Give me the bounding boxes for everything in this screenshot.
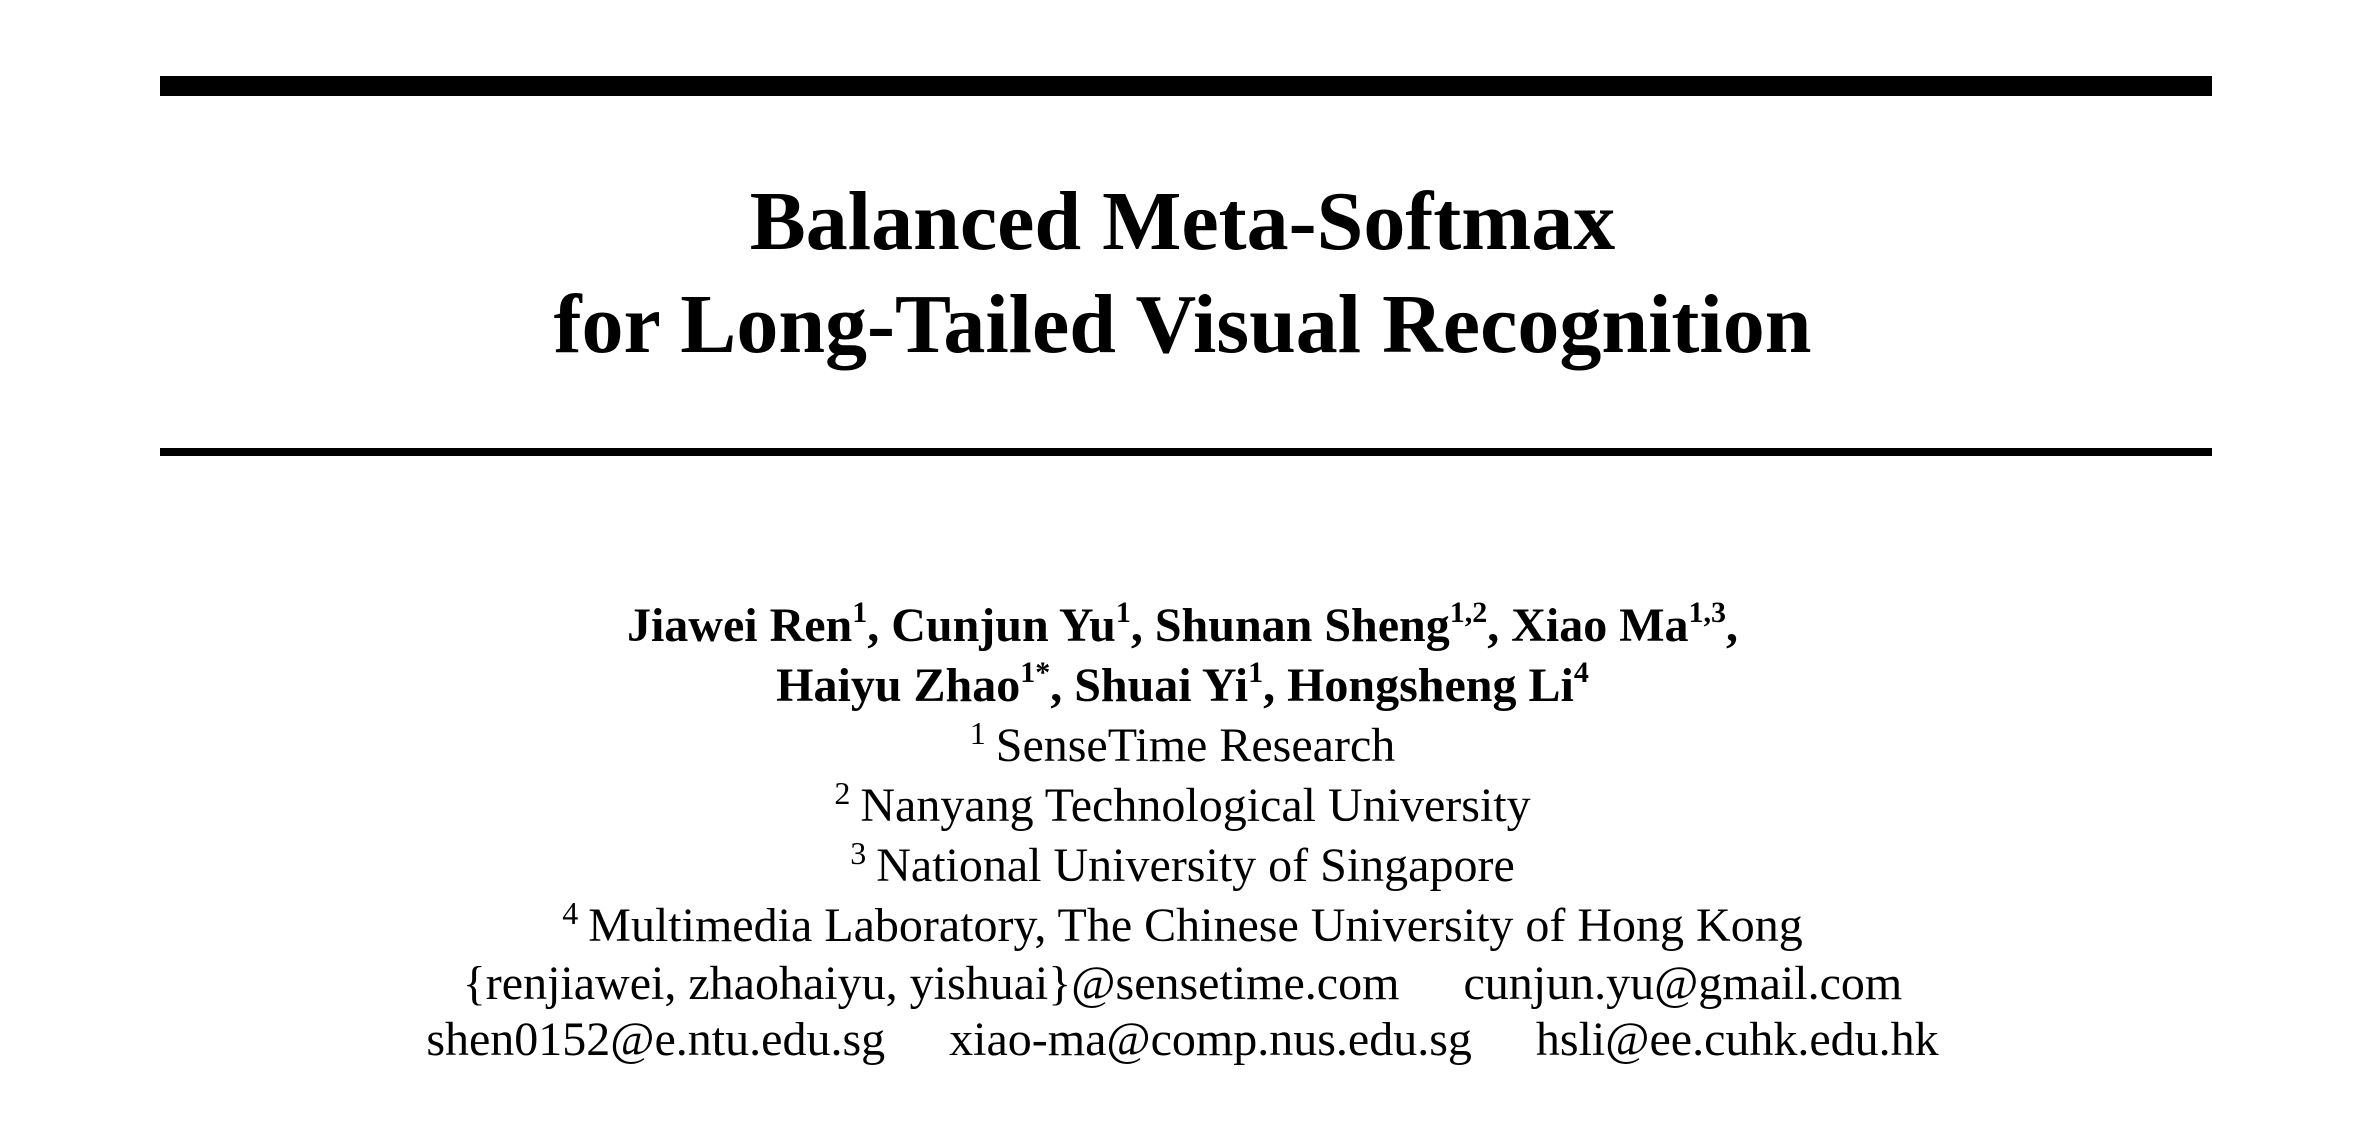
affiliation-2 bbox=[0, 776, 2365, 836]
email-address: hsli@ee.cuhk.edu.hk bbox=[1535, 1013, 1939, 1066]
author-name: Haiyu Zhao bbox=[776, 659, 1021, 712]
author-affiliation-mark: 1* bbox=[1020, 656, 1051, 689]
affiliation-mark: 4 bbox=[562, 895, 579, 931]
affiliation-name: Nanyang Technological University bbox=[860, 779, 1531, 832]
affiliation-name: National University of Singapore bbox=[876, 839, 1515, 892]
affiliation-name: SenseTime Research bbox=[995, 719, 1396, 772]
author-affiliation-mark: 1,2 bbox=[1449, 596, 1488, 629]
email-address: cunjun.yu@gmail.com bbox=[1463, 957, 1903, 1010]
title-top-rule bbox=[160, 76, 2212, 96]
email-line-1 bbox=[0, 954, 2365, 1014]
affiliation-3 bbox=[0, 836, 2365, 896]
author-affiliation-mark: 1 bbox=[852, 596, 868, 629]
affiliation-1 bbox=[0, 716, 2365, 776]
author-name: Jiawei Ren bbox=[626, 599, 853, 652]
author-line-1: Jiawei Ren$^1$, Cunjun Yu$^1$, Shunan Sheng$^{1,2}$, Xiao Ma$^{1,3}$, bbox=[626, 596, 1739, 652]
email-address: xiao-ma@comp.nus.edu.sg bbox=[949, 1013, 1472, 1066]
email-line-2 bbox=[0, 1010, 2365, 1070]
author-name: Hongsheng Li bbox=[1287, 659, 1574, 712]
author-affiliation-mark: 1 bbox=[1115, 596, 1131, 629]
affiliation-4 bbox=[0, 896, 2365, 956]
author-affiliation-mark: 1 bbox=[1248, 656, 1264, 689]
author-name: Cunjun Yu bbox=[891, 599, 1116, 652]
author-affiliation-mark: 4 bbox=[1573, 656, 1589, 689]
author-line-2: Haiyu Zhao$^{1*}$, Shuai Yi$^1$, Hongsheng Li$^4$ bbox=[776, 656, 1589, 712]
email-address: {renjiawei, zhaohaiyu, yishuai}@sensetime.com bbox=[462, 957, 1400, 1010]
author-name: Shunan Sheng bbox=[1154, 599, 1450, 652]
email-address: shen0152@e.ntu.edu.sg bbox=[426, 1013, 886, 1066]
affiliation-mark: 2 bbox=[834, 775, 851, 811]
title-bottom-rule bbox=[160, 448, 2212, 456]
affiliation-name: Multimedia Laboratory, The Chinese University of Hong Kong bbox=[588, 899, 1803, 952]
affiliation-mark: 1 bbox=[969, 715, 986, 751]
author-name: Xiao Ma bbox=[1511, 599, 1689, 652]
affiliation-mark: 3 bbox=[850, 835, 867, 871]
paper-title-line-1: Balanced Meta-Softmax bbox=[749, 175, 1616, 268]
author-affiliation-mark: 1,3 bbox=[1688, 596, 1727, 629]
paper-title-line-2: for Long-Tailed Visual Recognition bbox=[553, 278, 1812, 371]
author-name: Shuai Yi bbox=[1074, 659, 1249, 712]
